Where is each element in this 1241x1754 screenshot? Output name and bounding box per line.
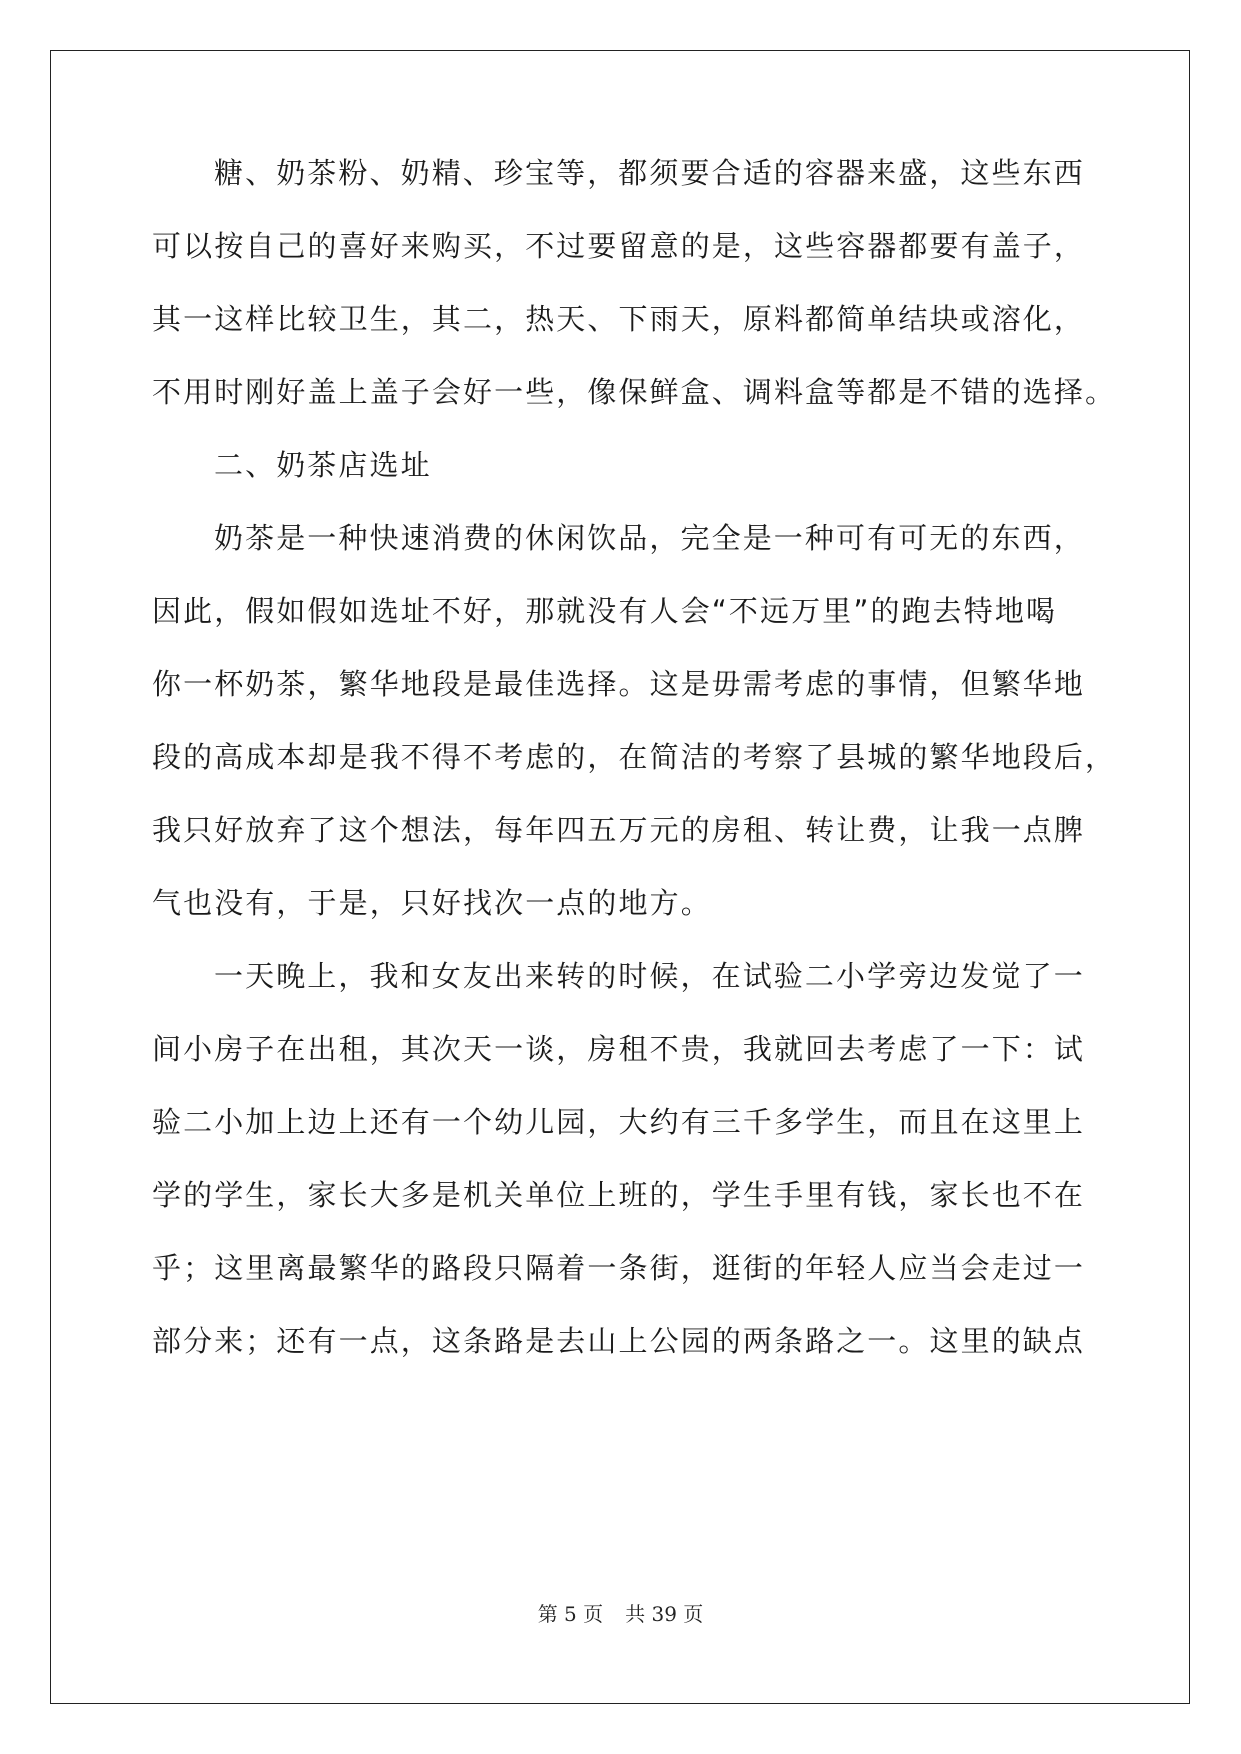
- page-total: 共 39 页: [625, 1602, 704, 1626]
- page-footer: [0, 1598, 1241, 1627]
- text-line: 气也没有，于是，只好找次一点的地方。: [152, 886, 712, 920]
- text-line: 段的高成本却是我不得不考虑的，在简洁的考察了县城的繁华地段后，: [152, 740, 1117, 774]
- text-line: 糖、奶茶粉、奶精、珍宝等，都须要合适的容器来盛，这些东西: [214, 156, 1085, 190]
- text-line: 奶茶是一种快速消费的休闲饮品，完全是一种可有可无的东西，: [214, 521, 1085, 555]
- text-line: 间小房子在出租，其次天一谈，房租不贵，我就回去考虑了一下：试: [152, 1032, 1086, 1066]
- text-line: 可以按自己的喜好来购买，不过要留意的是，这些容器都要有盖子，: [152, 229, 1086, 263]
- page-number: 第 5 页: [537, 1602, 604, 1626]
- section-heading: 二、奶茶店选址: [214, 448, 432, 482]
- text-line: 乎；这里离最繁华的路段只隔着一条街，逛街的年轻人应当会走过一: [152, 1251, 1086, 1285]
- text-line: 一天晚上，我和女友出来转的时候，在试验二小学旁边发觉了一: [214, 959, 1085, 993]
- text-line: 验二小加上边上还有一个幼儿园，大约有三千多学生，而且在这里上: [152, 1105, 1086, 1139]
- text-line: 我只好放弃了这个想法，每年四五万元的房租、转让费，让我一点脾: [152, 813, 1086, 847]
- text-line: 你一杯奶茶，繁华地段是最佳选择。这是毋需考虑的事情，但繁华地: [152, 667, 1086, 701]
- text-line: 学的学生，家长大多是机关单位上班的，学生手里有钱，家长也不在: [152, 1178, 1086, 1212]
- text-line: 因此，假如假如选址不好，那就没有人会“不远万里”的跑去特地喝: [152, 594, 1058, 628]
- text-line: 不用时刚好盖上盖子会好一些，像保鲜盒、调料盒等都是不错的选择。: [152, 375, 1117, 409]
- text-line: 其一这样比较卫生，其二，热天、下雨天，原料都简单结块或溶化，: [152, 302, 1086, 336]
- text-line: 部分来；还有一点，这条路是去山上公园的两条路之一。这里的缺点: [152, 1324, 1086, 1358]
